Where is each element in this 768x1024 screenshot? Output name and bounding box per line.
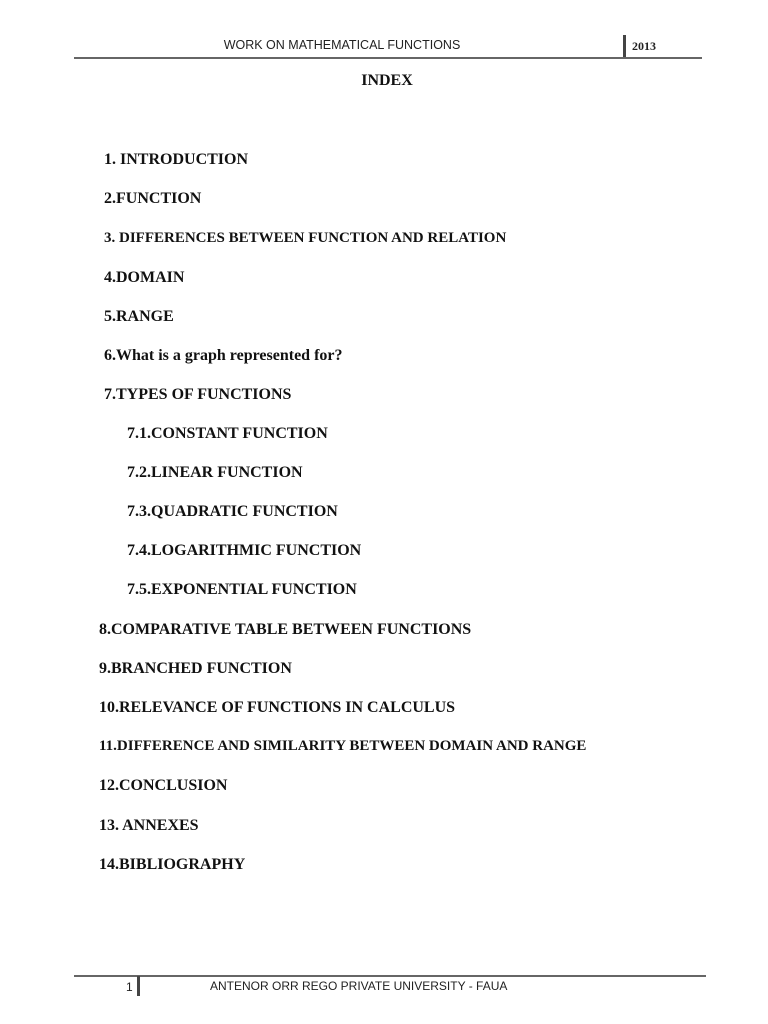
toc-item-range: 5.RANGE	[104, 308, 174, 325]
toc-item-exponential-function: 7.5.EXPONENTIAL FUNCTION	[127, 581, 357, 598]
toc-item-comparative-table: 8.COMPARATIVE TABLE BETWEEN FUNCTIONS	[99, 621, 472, 638]
header-rule	[74, 57, 702, 59]
toc-item-introduction: 1. INTRODUCTION	[104, 151, 249, 168]
header-year: 2013	[632, 39, 656, 53]
header-title: WORK ON MATHEMATICAL FUNCTIONS	[223, 38, 461, 52]
page-number: 1	[126, 980, 133, 994]
toc-item-relevance-calculus: 10.RELEVANCE OF FUNCTIONS IN CALCULUS	[99, 699, 456, 716]
footer-rule	[74, 975, 706, 977]
toc-item-linear-function: 7.2.LINEAR FUNCTION	[127, 464, 303, 481]
footer-divider	[137, 976, 140, 996]
toc-item-annexes: 13. ANNEXES	[99, 817, 199, 834]
toc-item-types-of-functions: 7.TYPES OF FUNCTIONS	[104, 386, 292, 403]
footer-text: ANTENOR ORR REGO PRIVATE UNIVERSITY - FAUA	[210, 979, 508, 993]
toc-item-domain: 4.DOMAIN	[104, 269, 185, 286]
toc-item-conclusion: 12.CONCLUSION	[99, 777, 228, 794]
toc-item-logarithmic-function: 7.4.LOGARITHMIC FUNCTION	[127, 542, 362, 559]
toc-item-bibliography: 14.BIBLIOGRAPHY	[99, 856, 246, 873]
header-divider	[623, 35, 626, 59]
toc-item-differences: 3. DIFFERENCES BETWEEN FUNCTION AND RELATION	[104, 230, 507, 246]
toc-item-graph: 6.What is a graph represented for?	[104, 347, 343, 364]
toc-item-function: 2.FUNCTION	[104, 190, 202, 207]
toc-item-constant-function: 7.1.CONSTANT FUNCTION	[127, 425, 328, 442]
toc-item-quadratic-function: 7.3.QUADRATIC FUNCTION	[127, 503, 338, 520]
toc-item-domain-range: 11.DIFFERENCE AND SIMILARITY BETWEEN DOMAIN AND RANGE	[99, 738, 587, 754]
index-title: INDEX	[361, 72, 413, 89]
toc-item-branched-function: 9.BRANCHED FUNCTION	[99, 660, 292, 677]
